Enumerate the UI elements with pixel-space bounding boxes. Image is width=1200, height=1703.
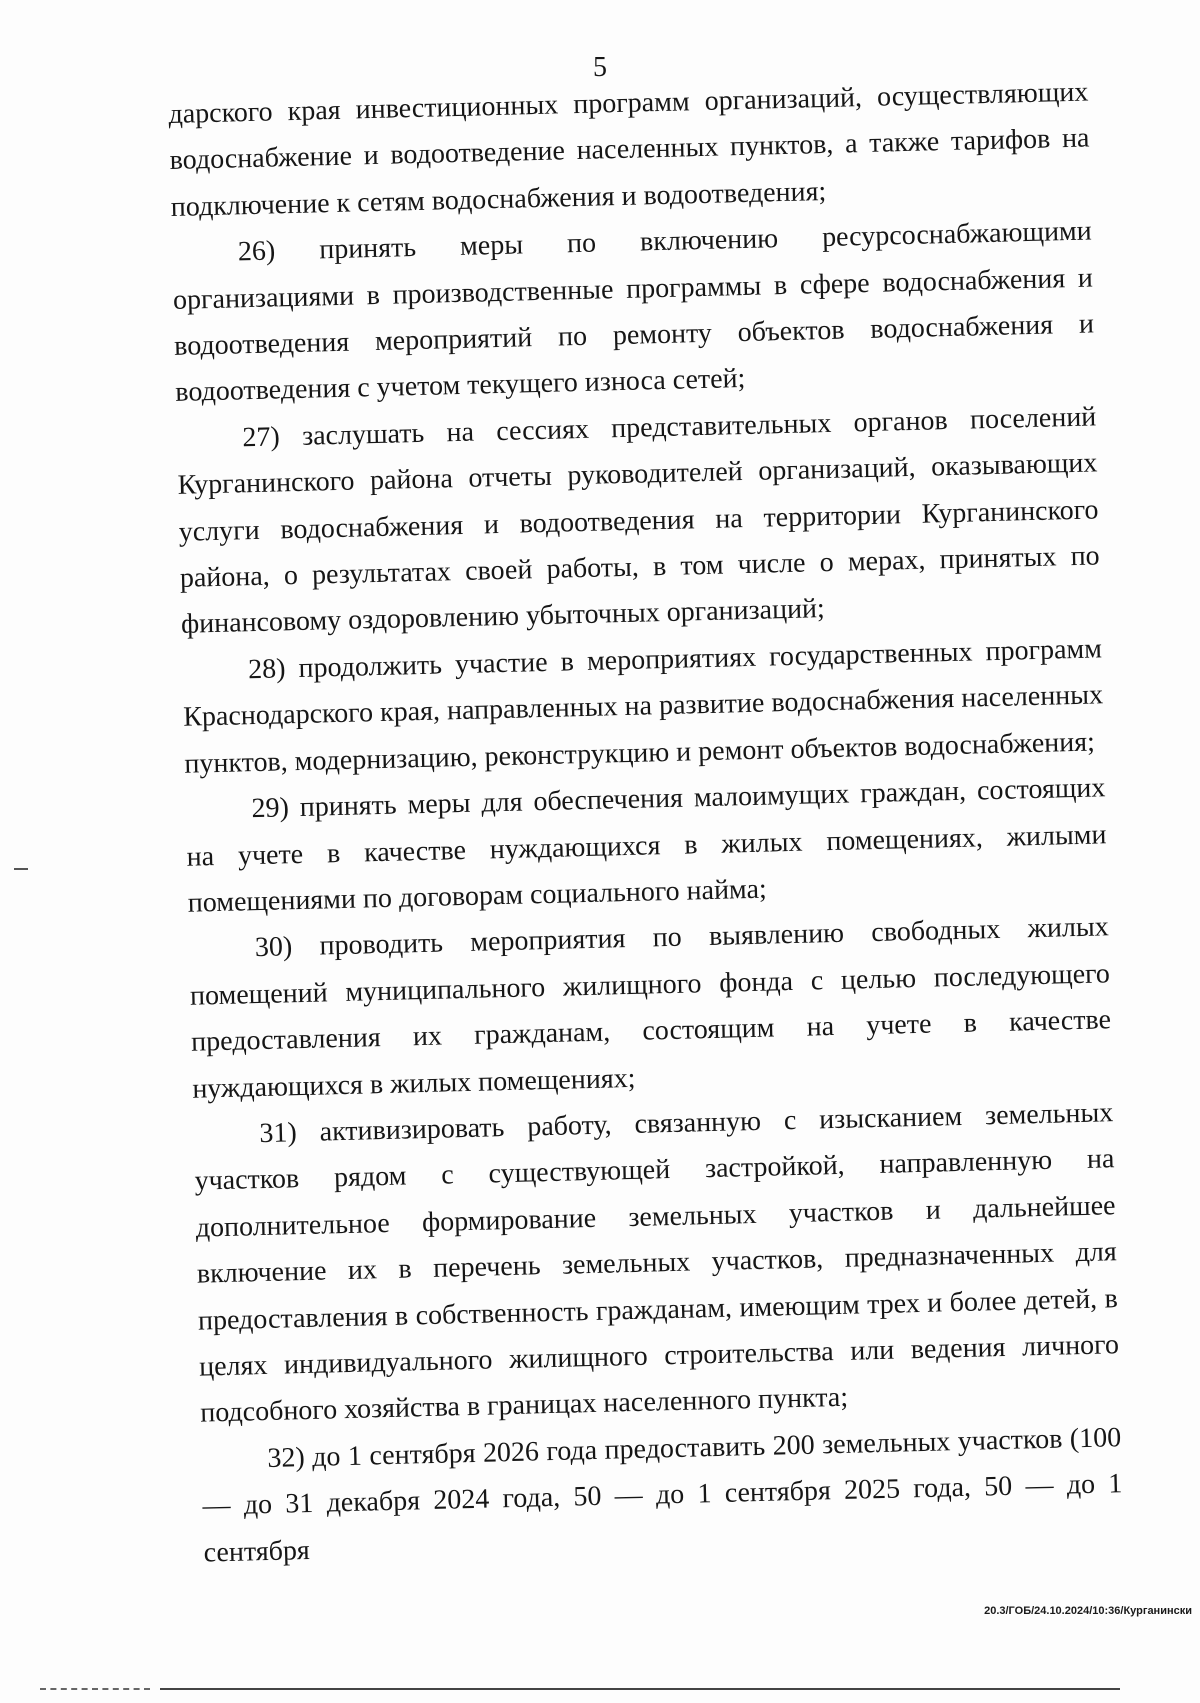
paragraph-item-30: 30) проводить мероприятия по выявлению свободных жилых помещений муниципального жилищного фонда с целью последующего предоставления их гражданам, состоящим на учете в качестве нуждающихся в жилых помещениях; — [189, 911, 1112, 1105]
footer-document-code: 20.3/ГОБ/24.10.2024/10:36/Курганински — [984, 1605, 1192, 1617]
document-body — [168, 70, 1124, 1577]
scan-edge-dashes — [40, 1688, 150, 1690]
margin-mark — [14, 868, 28, 870]
paragraph-item-27: 27) заслушать на сессиях представительных органов поселений Курганинского района отчеты руководителей организаций, оказывающих услуги водоснабжения и водоотведения на территории Курганинского района, о результатах своей работы, в том числе о мерах, принятых по финансовому оздоровлению убыточных организаций; — [177, 401, 1100, 641]
page-number: 5 — [593, 52, 607, 83]
paragraph-item-31: 31) активизировать работу, связанную с изысканием земельных участков рядом с существующей застройкой, направленную на дополнительное формирование земельных участков и дальнейшее включение их в перечень земельных участков, предназначенных для предоставления в собственность гражданам, имеющим трех и более детей, в целях индивидуального жилищного строительства или ведения личного подсобного хозяйства в границах населенного пункта; — [194, 1097, 1120, 1429]
paragraph-item-28: 28) продолжить участие в мероприятиях государственных программ Краснодарского края, направленных на развитие водоснабжения населенных пунктов, модернизацию, реконструкцию и ремонт объектов водоснабжения; — [182, 633, 1104, 780]
scan-edge-line — [160, 1688, 1120, 1690]
paragraph-continuation: дарского края инвестиционных программ организаций, осуществляющих водоснабжение и водоотведение населенных пунктов, а также тарифов на подключение к сетям водоснабжения и водоотведения; — [168, 76, 1090, 223]
paragraph-item-32: 32) до 1 сентября 2026 года предоставить 200 земельных участков (100 — до 31 декабря 2024 года, 50 — до 1 сентября 2025 года, 50 — до 1 сентября — [202, 1421, 1123, 1569]
paragraph-item-29: 29) принять меры для обеспечения малоимущих граждан, состоящих на учете в качестве нуждающихся в жилых помещениях, жилыми помещениями по договорам социального найма; — [186, 772, 1107, 919]
paragraph-item-26: 26) принять меры по включению ресурсоснабжающими организациями в производственные программы в сфере водоснабжения и водоотведения мероприятий по ремонту объектов водоснабжения и водоотведения с учетом текущего износа сетей; — [172, 215, 1095, 409]
